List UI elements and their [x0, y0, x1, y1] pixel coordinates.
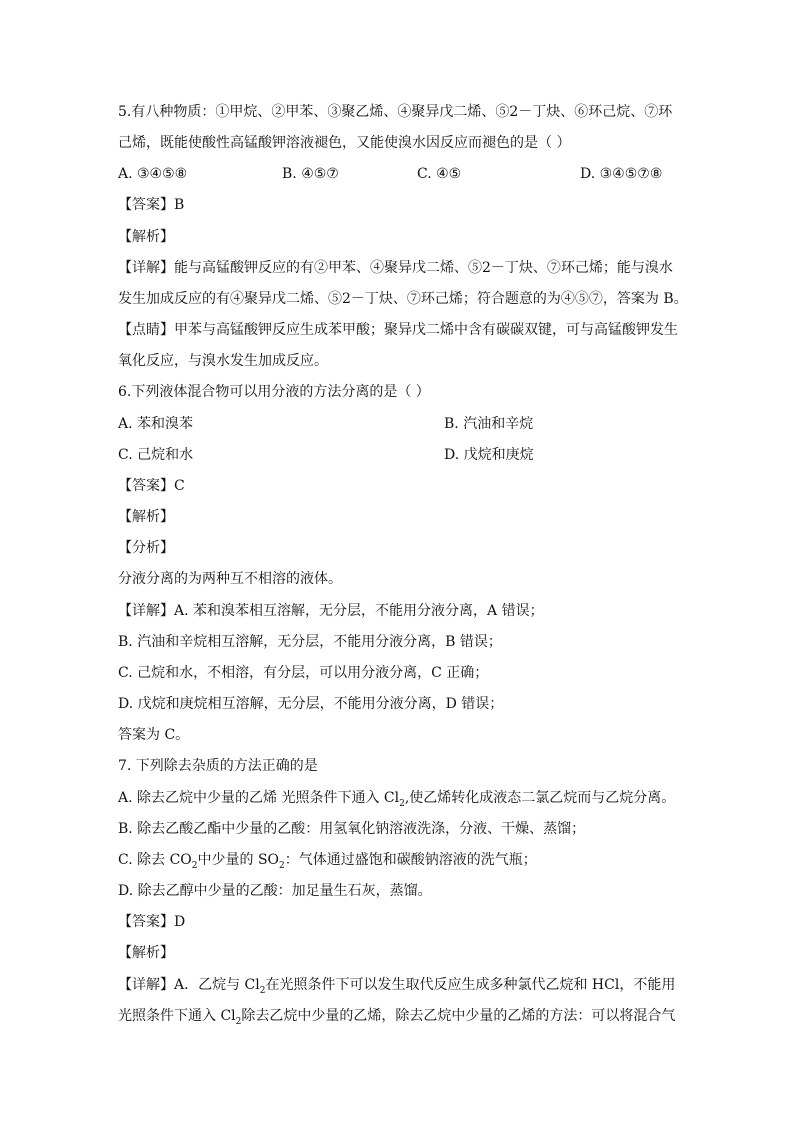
q7-option-b: B. 除去乙酸乙酯中少量的乙酸：用氢氧化钠溶液洗涤，分液、干燥、蒸馏； [118, 821, 586, 837]
q5-note-line-1: 【点睛】甲苯与高锰酸钾反应生成苯甲酸；聚异戊二烯中含有碳碳双键，可与高锰酸钾发生 [118, 322, 678, 338]
q6-detail-d: D. 戊烷和庚烷相互溶解，无分层，不能用分液分离，D 错误； [118, 696, 504, 712]
q7-detail-line-1-part-1: 【详解】A．乙烷与 Cl [118, 977, 260, 993]
q7-option-d: D. 除去乙醇中少量的乙酸：加足量生石灰，蒸馏。 [118, 883, 432, 899]
q6-fenxi-heading: 【分析】 [118, 540, 174, 556]
q7-detail-line-1 [118, 974, 678, 996]
q7-option-c-part-1: C. 除去 CO [118, 852, 192, 868]
subscript: 2 [399, 798, 405, 809]
subscript: 2 [259, 985, 266, 996]
q5-note-line-2: 氧化反应，与溴水发生加成反应。 [118, 353, 328, 369]
q6-option-c: C. 己烷和水 [118, 447, 194, 463]
q5-answer: 【答案】B [118, 197, 185, 213]
q7-detail-line-2 [118, 1005, 678, 1027]
q7-answer: 【答案】D [118, 914, 186, 930]
q7-option-c-part-3: ：气体通过盛饱和碳酸钠溶液的洗气瓶； [284, 852, 537, 868]
q7-analysis-heading: 【解析】 [118, 945, 174, 961]
q5-option-c: C. ④⑤ [417, 166, 462, 182]
q6-stem: 6.下列液体混合物可以用分液的方法分离的是（ ） [118, 384, 430, 400]
subscript: 2 [279, 860, 285, 871]
q6-option-b: B. 汽油和辛烷 [444, 416, 534, 432]
q7-option-c [118, 849, 678, 871]
q6-fenxi-text: 分液分离的为两种互不相溶的液体。 [118, 571, 342, 587]
q6-option-d: D. 戊烷和庚烷 [444, 447, 534, 463]
q5-detail-line-1: 【详解】能与高锰酸钾反应的有②甲苯、④聚异戊二烯、⑤2－丁炔、⑦环己烯；能与溴水 [118, 260, 673, 276]
q7-stem: 7. 下列除去杂质的方法正确的是 [118, 758, 318, 774]
q7-option-a-part-2: ,使乙烯转化成液态二氯乙烷而与乙烷分离。 [404, 790, 676, 806]
q6-conclusion: 答案为 C。 [118, 727, 190, 743]
q5-detail-line-2: 发生加成反应的有④聚异戊二烯、⑤2－丁炔、⑦环己烯；符合题意的为④⑤⑦，答案为 B。 [118, 291, 688, 307]
subscript: 2 [235, 1016, 242, 1027]
q5-stem-line-2: 己烯，既能使酸性高锰酸钾溶液褪色，又能使溴水因反应而褪色的是（ ） [118, 135, 571, 151]
q6-answer: 【答案】C [118, 478, 185, 494]
q5-option-b: B. ④⑤⑦ [282, 166, 339, 182]
q6-detail-a: 【详解】A. 苯和溴苯相互溶解，无分层，不能用分液分离，A 错误； [118, 603, 544, 619]
q6-analysis-heading: 【解析】 [118, 509, 174, 525]
q5-option-a: A. ③④⑤⑧ [118, 166, 188, 182]
q5-analysis-heading: 【解析】 [118, 229, 174, 245]
subscript: 2 [191, 860, 198, 871]
q7-option-a-part-1: A. 除去乙烷中少量的乙烯 光照条件下通入 Cl [118, 790, 400, 806]
q7-option-a [118, 787, 678, 809]
q5-option-d: D. ③④⑤⑦⑧ [580, 166, 663, 182]
q6-option-a: A. 苯和溴苯 [118, 416, 194, 432]
q7-detail-line-2-part-1: 光照条件下通入 Cl [118, 1008, 236, 1024]
q7-detail-line-1-part-2: 在光照条件下可以发生取代反应生成多种氯代乙烷和 HCl，不能用 [265, 977, 676, 993]
q7-detail-line-2-part-2: 除去乙烷中少量的乙烯，除去乙烷中少量的乙烯的方法：可以将混合气 [241, 1008, 676, 1024]
q5-stem-line-1: 5.有八种物质：①甲烷、②甲苯、③聚乙烯、④聚异戊二烯、⑤2－丁炔、⑥环己烷、⑦环 [118, 104, 673, 120]
q7-option-c-part-2: 中少量的 SO [197, 852, 280, 868]
q6-detail-b: B. 汽油和辛烷相互溶解，无分层，不能用分液分离，B 错误； [118, 634, 502, 650]
q6-detail-c: C. 己烷和水，不相溶，有分层，可以用分液分离，C 正确； [118, 665, 489, 681]
